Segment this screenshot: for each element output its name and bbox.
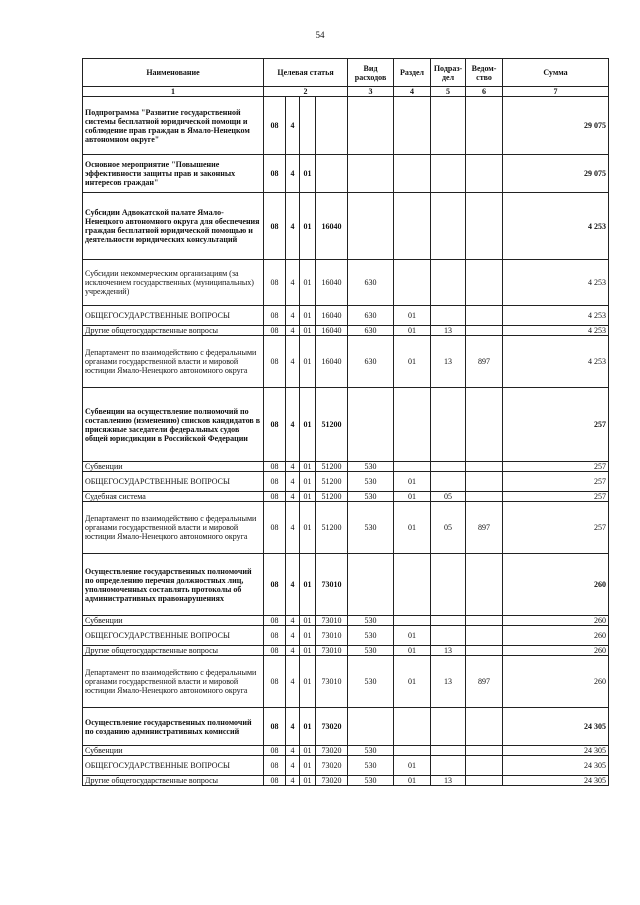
table-cell-sum: 257 <box>503 388 609 462</box>
table-cell-exp-type <box>348 708 394 746</box>
table-cell-subsection <box>431 193 466 260</box>
table-cell-sum: 4 253 <box>503 193 609 260</box>
table-row <box>83 746 609 756</box>
table-cell-target-2: 4 <box>286 472 300 492</box>
table-cell-exp-type: 630 <box>348 306 394 326</box>
table-cell-subsection: 13 <box>431 656 466 708</box>
table-cell-target-1: 08 <box>264 388 286 462</box>
table-cell-sum: 260 <box>503 616 609 626</box>
table-cell-target-3: 01 <box>300 626 316 646</box>
table-cell-target-4: 51200 <box>316 388 348 462</box>
table-cell-subsection <box>431 472 466 492</box>
table-cell-exp-type <box>348 97 394 155</box>
table-cell-name: Осуществление государственных полномочий по созданию административных комиссий <box>83 708 264 746</box>
table-cell-sum: 29 075 <box>503 155 609 193</box>
table-cell-target-4: 73010 <box>316 656 348 708</box>
table-cell-section: 01 <box>394 646 431 656</box>
table-cell-name: Другие общегосударственные вопросы <box>83 326 264 336</box>
table-cell-dept <box>466 472 503 492</box>
table-cell-target-3: 01 <box>300 708 316 746</box>
table-cell-dept <box>466 155 503 193</box>
table-cell-section <box>394 708 431 746</box>
table-cell-target-4 <box>316 155 348 193</box>
table-row <box>83 260 609 306</box>
table-cell-target-2: 4 <box>286 756 300 776</box>
table-cell-sum: 24 305 <box>503 708 609 746</box>
table-cell-subsection: 13 <box>431 776 466 786</box>
table-cell-name: Субвенции <box>83 746 264 756</box>
table-row <box>83 756 609 776</box>
table-cell-name: ОБЩЕГОСУДАРСТВЕННЫЕ ВОПРОСЫ <box>83 626 264 646</box>
table-cell-section <box>394 616 431 626</box>
table-row <box>83 462 609 472</box>
table-cell-target-4: 16040 <box>316 336 348 388</box>
table-cell-sum: 257 <box>503 472 609 492</box>
table-cell-subsection: 13 <box>431 646 466 656</box>
table-cell-target-3: 01 <box>300 616 316 626</box>
col-number: 7 <box>503 87 609 97</box>
table-cell-name: Основное мероприятие "Повышение эффективности защиты прав и законных интересов граждан" <box>83 155 264 193</box>
table-cell-dept <box>466 492 503 502</box>
table-cell-section: 01 <box>394 756 431 776</box>
table-cell-target-1: 08 <box>264 472 286 492</box>
table-cell-target-2: 4 <box>286 626 300 646</box>
table-cell-target-2: 4 <box>286 306 300 326</box>
table-cell-subsection: 05 <box>431 492 466 502</box>
table-cell-target-4: 51200 <box>316 462 348 472</box>
table-cell-sum: 29 075 <box>503 97 609 155</box>
table-cell-target-4: 73010 <box>316 554 348 616</box>
table-cell-section: 01 <box>394 656 431 708</box>
table-cell-subsection <box>431 554 466 616</box>
table-row <box>83 776 609 786</box>
table-cell-section: 01 <box>394 626 431 646</box>
table-cell-target-4: 16040 <box>316 260 348 306</box>
table-cell-dept <box>466 756 503 776</box>
table-cell-target-4: 73020 <box>316 708 348 746</box>
table-cell-target-3: 01 <box>300 388 316 462</box>
table-cell-sum: 24 305 <box>503 756 609 776</box>
table-cell-target-3 <box>300 97 316 155</box>
table-cell-sum: 24 305 <box>503 776 609 786</box>
table-cell-target-3: 01 <box>300 155 316 193</box>
table-cell-target-3: 01 <box>300 776 316 786</box>
table-cell-subsection <box>431 708 466 746</box>
table-cell-subsection <box>431 306 466 326</box>
header-exp-type: Вид расходов <box>348 59 394 87</box>
table-cell-section: 01 <box>394 502 431 554</box>
table-row <box>83 306 609 326</box>
table-cell-subsection <box>431 388 466 462</box>
table-cell-target-2: 4 <box>286 746 300 756</box>
table-row <box>83 155 609 193</box>
table-cell-target-4: 51200 <box>316 492 348 502</box>
table-cell-target-1: 08 <box>264 97 286 155</box>
col-number: 6 <box>466 87 503 97</box>
table-cell-exp-type <box>348 193 394 260</box>
table-row <box>83 554 609 616</box>
table-row <box>83 708 609 746</box>
table-cell-target-1: 08 <box>264 746 286 756</box>
table-cell-target-4: 16040 <box>316 193 348 260</box>
table-cell-target-3: 01 <box>300 554 316 616</box>
table-cell-section <box>394 193 431 260</box>
table-cell-exp-type: 630 <box>348 336 394 388</box>
header-section: Раздел <box>394 59 431 87</box>
table-cell-target-3: 01 <box>300 656 316 708</box>
table-cell-section: 01 <box>394 306 431 326</box>
table-cell-target-4 <box>316 97 348 155</box>
table-cell-target-3: 01 <box>300 326 316 336</box>
header-target: Целевая статья <box>264 59 348 87</box>
table-cell-target-4: 73020 <box>316 756 348 776</box>
table-cell-exp-type: 530 <box>348 626 394 646</box>
table-cell-target-3: 01 <box>300 306 316 326</box>
table-cell-target-1: 08 <box>264 155 286 193</box>
table-cell-exp-type <box>348 155 394 193</box>
table-row <box>83 97 609 155</box>
table-cell-exp-type: 530 <box>348 776 394 786</box>
table-cell-dept <box>466 646 503 656</box>
table-cell-dept: 897 <box>466 336 503 388</box>
table-cell-target-4: 73020 <box>316 776 348 786</box>
table-cell-name: Департамент по взаимодействию с федеральными органами государственной власти и мировой юстиции Ямало-Ненецкого автономного округа <box>83 336 264 388</box>
table-cell-target-2: 4 <box>286 776 300 786</box>
table-cell-section: 01 <box>394 326 431 336</box>
header-sum: Сумма <box>503 59 609 87</box>
table-row <box>83 336 609 388</box>
table-cell-exp-type: 530 <box>348 492 394 502</box>
table-row <box>83 492 609 502</box>
table-cell-exp-type: 630 <box>348 260 394 306</box>
table-cell-exp-type: 530 <box>348 656 394 708</box>
table-row <box>83 656 609 708</box>
table-cell-dept <box>466 193 503 260</box>
table-cell-target-1: 08 <box>264 502 286 554</box>
table-cell-dept <box>466 260 503 306</box>
table-cell-target-4: 73020 <box>316 746 348 756</box>
table-cell-section <box>394 388 431 462</box>
table-cell-target-3: 01 <box>300 502 316 554</box>
table-cell-target-1: 08 <box>264 336 286 388</box>
table-cell-dept <box>466 306 503 326</box>
table-cell-target-2: 4 <box>286 388 300 462</box>
table-cell-target-2: 4 <box>286 656 300 708</box>
table-cell-target-3: 01 <box>300 336 316 388</box>
table-row <box>83 326 609 336</box>
table-cell-name: Другие общегосударственные вопросы <box>83 776 264 786</box>
table-cell-target-2: 4 <box>286 646 300 656</box>
table-cell-target-2: 4 <box>286 502 300 554</box>
table-cell-section <box>394 97 431 155</box>
table-cell-target-2: 4 <box>286 336 300 388</box>
table-cell-target-4: 73010 <box>316 646 348 656</box>
table-cell-exp-type <box>348 554 394 616</box>
table-cell-dept <box>466 708 503 746</box>
table-cell-dept: 897 <box>466 656 503 708</box>
table-cell-target-2: 4 <box>286 326 300 336</box>
table-cell-name: Осуществление государственных полномочий по определению перечня должностных лиц, уполномоченных составлять протоколы об административных правонарушениях <box>83 554 264 616</box>
table-cell-target-1: 08 <box>264 554 286 616</box>
table-cell-section: 01 <box>394 472 431 492</box>
table-cell-target-2: 4 <box>286 260 300 306</box>
table-cell-dept <box>466 746 503 756</box>
table-cell-subsection: 05 <box>431 502 466 554</box>
table-cell-target-3: 01 <box>300 472 316 492</box>
table-cell-target-2: 4 <box>286 554 300 616</box>
table-cell-sum: 4 253 <box>503 306 609 326</box>
table-cell-target-1: 08 <box>264 306 286 326</box>
table-cell-sum: 260 <box>503 626 609 646</box>
table-cell-sum: 260 <box>503 554 609 616</box>
col-number: 2 <box>264 87 348 97</box>
table-cell-section: 01 <box>394 336 431 388</box>
table-cell-section <box>394 746 431 756</box>
table-cell-subsection: 13 <box>431 336 466 388</box>
table-cell-name: Субвенции на осуществление полномочий по составлению (изменению) списков кандидатов в присяжные заседатели федеральных судов общей юрисдикции в Российской Федерации <box>83 388 264 462</box>
table-cell-target-1: 08 <box>264 646 286 656</box>
table-cell-section: 01 <box>394 492 431 502</box>
table-cell-sum: 260 <box>503 646 609 656</box>
table-cell-subsection <box>431 626 466 646</box>
table-cell-target-1: 08 <box>264 193 286 260</box>
table-cell-subsection <box>431 155 466 193</box>
table-cell-name: Подпрограмма "Развитие государственной системы бесплатной юридической помощи и соблюдение прав граждан в Ямало-Ненецком автономном округе" <box>83 97 264 155</box>
page-number: 54 <box>315 30 325 40</box>
header-dept: Ведом-ство <box>466 59 503 87</box>
table-cell-target-2: 4 <box>286 193 300 260</box>
table-cell-name: Субсидии Адвокатской палате Ямало-Ненецкого автономного округа для обеспечения граждан бесплатной юридической помощью и деятельности юридических консультаций <box>83 193 264 260</box>
table-row <box>83 388 609 462</box>
table-cell-target-3: 01 <box>300 756 316 776</box>
table-cell-target-1: 08 <box>264 492 286 502</box>
table-cell-name: Другие общегосударственные вопросы <box>83 646 264 656</box>
table-cell-target-1: 08 <box>264 616 286 626</box>
table-cell-exp-type: 530 <box>348 502 394 554</box>
table-cell-sum: 4 253 <box>503 336 609 388</box>
table-cell-target-3: 01 <box>300 193 316 260</box>
table-cell-name: ОБЩЕГОСУДАРСТВЕННЫЕ ВОПРОСЫ <box>83 306 264 326</box>
budget-table <box>82 58 609 786</box>
table-cell-subsection <box>431 756 466 776</box>
table-cell-name: ОБЩЕГОСУДАРСТВЕННЫЕ ВОПРОСЫ <box>83 472 264 492</box>
table-cell-name: Департамент по взаимодействию с федеральными органами государственной власти и мировой юстиции Ямало-Ненецкого автономного округа <box>83 502 264 554</box>
table-cell-target-2: 4 <box>286 708 300 746</box>
table-cell-dept <box>466 554 503 616</box>
header-name: Наименование <box>83 59 264 87</box>
table-cell-target-4: 73010 <box>316 626 348 646</box>
table-cell-dept <box>466 776 503 786</box>
table-cell-target-4: 73010 <box>316 616 348 626</box>
col-number: 1 <box>83 87 264 97</box>
table-cell-exp-type: 530 <box>348 646 394 656</box>
table-cell-target-3: 01 <box>300 260 316 306</box>
table-cell-sum: 24 305 <box>503 746 609 756</box>
table-cell-sum: 257 <box>503 462 609 472</box>
table-cell-exp-type: 530 <box>348 746 394 756</box>
table-cell-target-3: 01 <box>300 492 316 502</box>
table-cell-subsection <box>431 260 466 306</box>
table-cell-name: Департамент по взаимодействию с федеральными органами государственной власти и мировой юстиции Ямало-Ненецкого автономного округа <box>83 656 264 708</box>
table-cell-exp-type: 530 <box>348 462 394 472</box>
table-row <box>83 626 609 646</box>
table-cell-exp-type: 630 <box>348 326 394 336</box>
table-cell-target-1: 08 <box>264 260 286 306</box>
table-cell-exp-type: 530 <box>348 616 394 626</box>
table-cell-section: 01 <box>394 776 431 786</box>
table-cell-target-1: 08 <box>264 656 286 708</box>
table-cell-exp-type: 530 <box>348 756 394 776</box>
table-cell-dept <box>466 626 503 646</box>
col-number: 3 <box>348 87 394 97</box>
table-cell-name: Субвенции <box>83 616 264 626</box>
table-cell-dept <box>466 326 503 336</box>
table-cell-target-3: 01 <box>300 746 316 756</box>
table-row <box>83 646 609 656</box>
table-cell-sum: 257 <box>503 502 609 554</box>
table-cell-target-1: 08 <box>264 776 286 786</box>
table-cell-target-2: 4 <box>286 155 300 193</box>
table-cell-section <box>394 462 431 472</box>
table-cell-target-1: 08 <box>264 462 286 472</box>
table-cell-subsection <box>431 746 466 756</box>
table-cell-exp-type: 530 <box>348 472 394 492</box>
table-cell-sum: 4 253 <box>503 260 609 306</box>
table-cell-target-2: 4 <box>286 492 300 502</box>
table-cell-dept <box>466 462 503 472</box>
table-row <box>83 472 609 492</box>
table-cell-target-1: 08 <box>264 626 286 646</box>
table-cell-target-1: 08 <box>264 326 286 336</box>
table-cell-subsection <box>431 97 466 155</box>
table-cell-name: Судебная система <box>83 492 264 502</box>
table-cell-section <box>394 155 431 193</box>
table-row <box>83 616 609 626</box>
table-cell-subsection <box>431 462 466 472</box>
table-row <box>83 193 609 260</box>
table-cell-name: Субсидии некоммерческим организациям (за исключением государственных (муниципальных) учреждений) <box>83 260 264 306</box>
table-cell-target-3: 01 <box>300 462 316 472</box>
table-cell-dept <box>466 388 503 462</box>
table-cell-target-1: 08 <box>264 708 286 746</box>
table-cell-target-2: 4 <box>286 616 300 626</box>
table-cell-target-3: 01 <box>300 646 316 656</box>
table-cell-name: ОБЩЕГОСУДАРСТВЕННЫЕ ВОПРОСЫ <box>83 756 264 776</box>
table-cell-sum: 257 <box>503 492 609 502</box>
table-cell-dept <box>466 616 503 626</box>
table-cell-subsection <box>431 616 466 626</box>
table-cell-target-1: 08 <box>264 756 286 776</box>
table-cell-target-2: 4 <box>286 462 300 472</box>
col-number: 5 <box>431 87 466 97</box>
table-cell-sum: 260 <box>503 656 609 708</box>
col-number: 4 <box>394 87 431 97</box>
table-cell-name: Субвенции <box>83 462 264 472</box>
table-cell-target-4: 16040 <box>316 306 348 326</box>
table-cell-sum: 4 253 <box>503 326 609 336</box>
table-row <box>83 502 609 554</box>
table-cell-dept: 897 <box>466 502 503 554</box>
table-cell-subsection: 13 <box>431 326 466 336</box>
table-cell-dept <box>466 97 503 155</box>
header-subsection: Подраз-дел <box>431 59 466 87</box>
table-cell-section <box>394 554 431 616</box>
table-cell-section <box>394 260 431 306</box>
table-cell-target-4: 51200 <box>316 502 348 554</box>
table-cell-target-4: 16040 <box>316 326 348 336</box>
table-cell-target-4: 51200 <box>316 472 348 492</box>
table-cell-exp-type <box>348 388 394 462</box>
table-cell-target-2: 4 <box>286 97 300 155</box>
